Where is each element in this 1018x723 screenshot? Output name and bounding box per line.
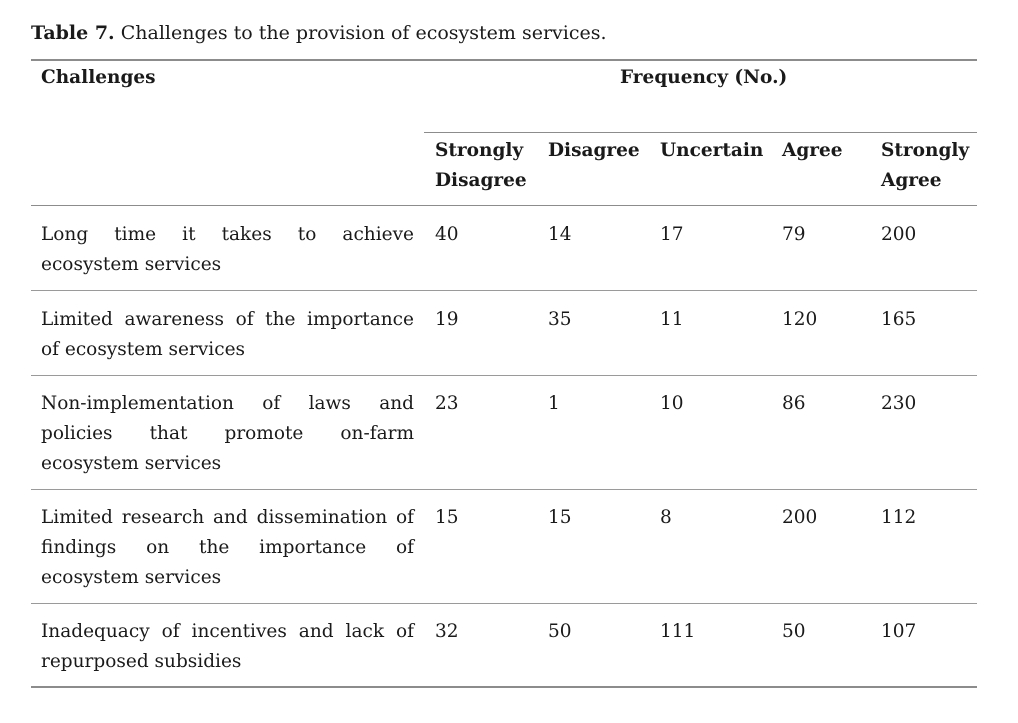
row-1-strongly-disagree: 40 <box>435 224 459 245</box>
header-sub-rule <box>424 132 977 133</box>
row-5-challenge: Inadequacy of incentives and lack of repurposed subsidies <box>41 621 414 672</box>
row-2-challenge: Limited awareness of the importance of ecosystem services <box>41 309 414 360</box>
row-3-challenge: Non-implementation of laws and policies that promote on-farm ecosystem services <box>41 393 414 474</box>
row-divider <box>31 290 977 291</box>
row-1-challenge: Long time it takes to achieve ecosystem services <box>41 224 414 275</box>
row-4-strongly-disagree: 15 <box>435 507 459 528</box>
row-1-strongly-agree: 200 <box>881 224 917 245</box>
table-top-rule <box>31 59 977 61</box>
row-5-agree: 50 <box>782 621 806 642</box>
row-divider <box>31 489 977 490</box>
column-header-strongly-agree: Strongly Agree <box>881 140 970 191</box>
row-5-uncertain: 111 <box>660 621 696 642</box>
header-bottom-rule <box>31 205 977 206</box>
table-caption <box>31 22 607 44</box>
row-divider <box>31 375 977 376</box>
row-3-disagree: 1 <box>548 393 560 414</box>
row-5-strongly-disagree: 32 <box>435 621 459 642</box>
row-4-agree: 200 <box>782 507 818 528</box>
row-1-uncertain: 17 <box>660 224 684 245</box>
header-frequency: Frequency (No.) <box>620 67 788 88</box>
row-divider <box>31 603 977 604</box>
column-header-agree: Agree <box>782 140 843 161</box>
header-challenges: Challenges <box>41 67 156 88</box>
row-3-uncertain: 10 <box>660 393 684 414</box>
row-3-strongly-disagree: 23 <box>435 393 459 414</box>
column-header-uncertain: Uncertain <box>660 140 764 161</box>
row-1-disagree: 14 <box>548 224 572 245</box>
row-2-agree: 120 <box>782 309 818 330</box>
row-4-challenge: Limited research and dissemination of findings on the importance of ecosystem services <box>41 507 414 588</box>
row-2-uncertain: 11 <box>660 309 684 330</box>
row-4-disagree: 15 <box>548 507 572 528</box>
row-5-strongly-agree: 107 <box>881 621 917 642</box>
row-2-disagree: 35 <box>548 309 572 330</box>
column-header-strongly-disagree: Strongly Disagree <box>435 140 527 191</box>
column-header-disagree: Disagree <box>548 140 640 161</box>
row-2-strongly-agree: 165 <box>881 309 917 330</box>
row-3-strongly-agree: 230 <box>881 393 917 414</box>
table-title: Challenges to the provision of ecosystem services. <box>120 22 607 44</box>
row-3-agree: 86 <box>782 393 806 414</box>
row-4-strongly-agree: 112 <box>881 507 917 528</box>
row-1-agree: 79 <box>782 224 806 245</box>
row-4-uncertain: 8 <box>660 507 672 528</box>
row-2-strongly-disagree: 19 <box>435 309 459 330</box>
table-bottom-rule <box>31 686 977 688</box>
table-label: Table 7. <box>31 22 115 44</box>
row-5-disagree: 50 <box>548 621 572 642</box>
